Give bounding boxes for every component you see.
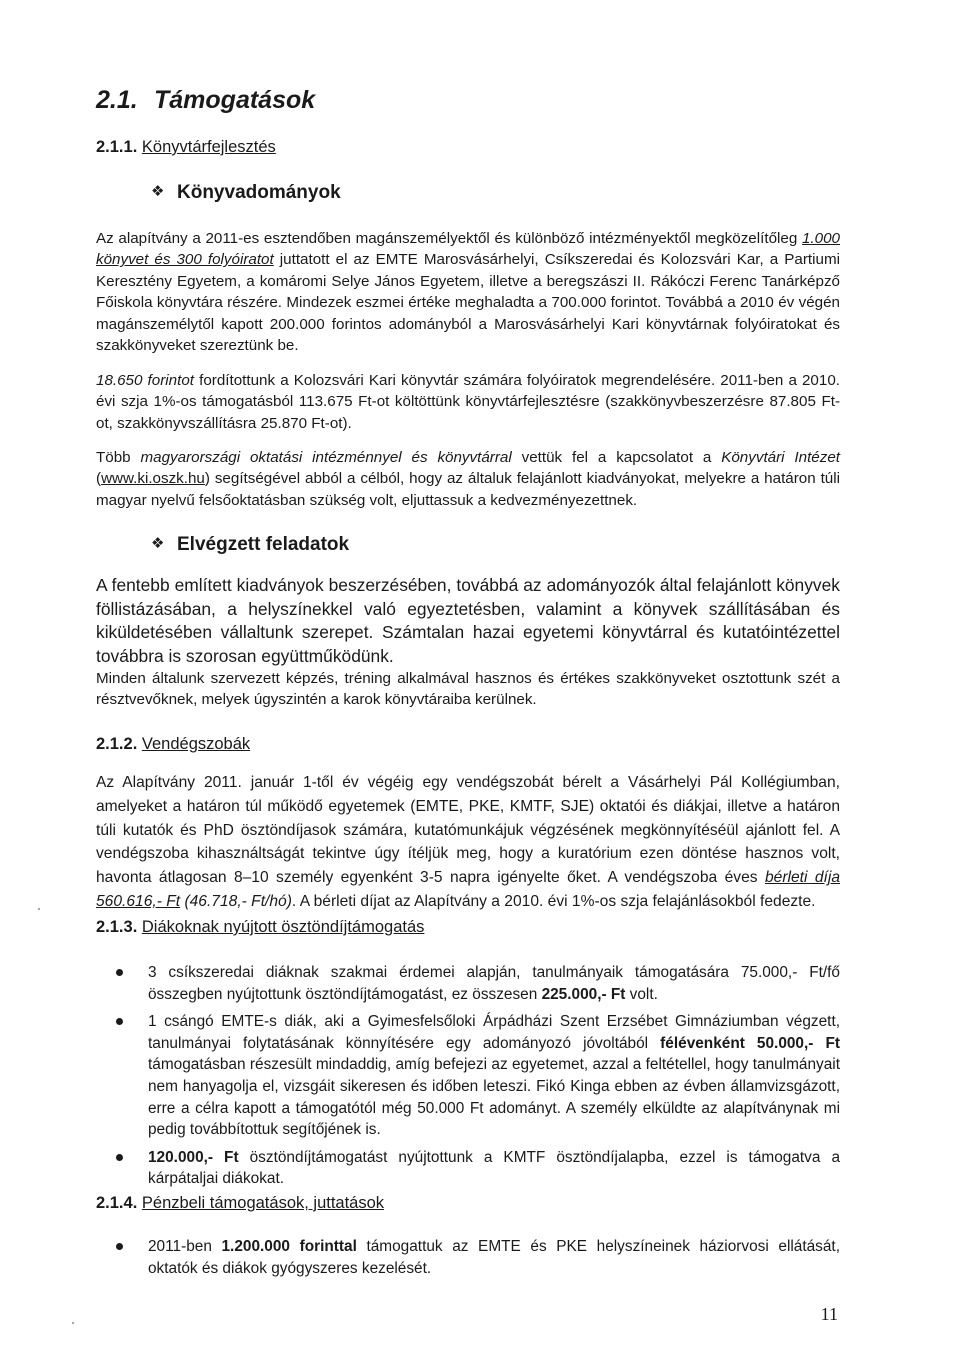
section-title: Diákoknak nyújtott ösztöndíjtámogatás	[141, 918, 425, 936]
main-heading-title: Támogatások	[154, 86, 316, 114]
scan-speck	[38, 908, 40, 910]
text-run-underlined: bérleti díja 560.616,- Ft	[96, 869, 840, 910]
section-title: Vendégszobák	[141, 735, 251, 753]
text-run-italic: (46.718,- Ft/hó)	[184, 892, 292, 910]
paragraph-periodicals	[96, 370, 840, 434]
subsection-title: Elvégzett feladatok	[177, 534, 350, 555]
text-run: Az alapítvány a 2011-es esztendőben magánszemélyektől és különböző intézményektől megközelítőleg	[96, 230, 802, 247]
text-run: Az Alapítvány 2011. január 1-től év végéig egy vendégszobát bérelt a Vásárhelyi Pál Kollégiumban, amelyeket a határon túl működő egyetemek (EMTE, PKE, KMTF, SJE) oktatói és diákjai, illetve a határon túli kutatók és PhD ösztöndíjasok számára, kutatómunkájuk végzésének megkönnyítéséül ajánlott fel. A vendégszoba kihasználtságát tekintve úgy ítéljük meg, hogy a kuratórium ezen döntése hasznos volt, havonta átlagosan 8–10 személy egyenként 3-5 napra igényelte őket. A vendégszoba éves	[96, 774, 840, 887]
list-item	[96, 962, 840, 1005]
text-run: ) segítségével abból a célból, hogy az általuk felajánlott kiadványokat, melyekre a határon túli magyar nyelvű felsőoktatásban szükség volt, eljuttassuk a kedvezményezettnek.	[96, 470, 840, 509]
text-run: ösztöndíjtámogatást nyújtottunk a KMTF ösztöndíjalapba, ezzel is támogatva a kárpátaljai diákokat.	[148, 1148, 841, 1188]
subsection-heading-elvegzett	[151, 534, 349, 556]
section-number: 2.1.1.	[96, 138, 138, 156]
paragraph-guestrooms	[96, 771, 840, 914]
text-run: (	[96, 470, 102, 488]
diamond-bullet-icon: ❖	[151, 183, 165, 200]
text-run-italic: magyarországi oktatási intézménnyel és könyvtárral	[140, 449, 512, 466]
page-number: 11	[820, 1304, 838, 1324]
section-heading-2-1-3	[96, 918, 424, 937]
website-link[interactable]: www.ki.oszk.hu	[101, 470, 205, 488]
text-run: támogattuk az EMTE és PKE helyszíneinek háziorvosi ellátását, oktatók és diákok gyógyszeres kezelését.	[148, 1238, 840, 1277]
main-heading-number: 2.1.	[96, 86, 138, 114]
text-run: 2011-ben	[148, 1238, 222, 1255]
bullet-dot-icon	[116, 1018, 123, 1025]
diamond-bullet-icon: ❖	[151, 535, 165, 552]
financial-support-list	[96, 1236, 840, 1285]
subsection-title: Könyvadományok	[177, 182, 341, 203]
text-run-underlined: 1.000 könyvet és 300 folyóiratot	[96, 230, 840, 269]
text-run-italic: 18.650 forintot	[96, 372, 194, 389]
paragraph-tasks: A fentebb említett kiadványok beszerzésében, továbbá az adományozók által felajánlott könyvek föllistázásában, a helyszínekkel való egyeztetésben, valamint a könyvek szállításában és kiküldetésében vállaltunk szerepet. Számtalan hazai egyetemi könyvtárral és kutatóintézettel továbbra is szorosan együttműködünk.	[96, 575, 840, 666]
scan-speck	[72, 1322, 74, 1324]
paragraph-contacts	[96, 447, 840, 511]
section-number: 2.1.2.	[96, 735, 138, 753]
section-heading-2-1-4	[96, 1194, 384, 1213]
text-run: támogatásban részesült mindaddig, amíg befejezi az egyetemet, azzal a feltétellel, hogy tanulmányait nem hanyagolja el, vizsgáit sikeresen és időben leteszi. Fikó Kinga ebben az évben államvizsgázott, erre a célra kapott a támogatótól még 50.000 Ft adományt. A személy elküldte az alapítványnak mi pedig továbbítottuk segítőjének is.	[148, 1056, 840, 1139]
list-item	[96, 1147, 840, 1190]
paragraph-trainings: Minden általunk szervezett képzés, tréning alkalmával hasznos és értékes szakkönyveket osztottunk szét a résztvevőknek, melyek úgyszintén a karok könyvtáraiba kerülnek.	[96, 670, 840, 709]
bullet-dot-icon	[116, 1154, 123, 1161]
list-item	[96, 1236, 840, 1279]
scholarship-list	[96, 962, 840, 1196]
section-title: Pénzbeli támogatások, juttatások	[141, 1194, 385, 1212]
text-run: . A bérleti díjat az Alapítvány a 2010. évi 1%-os szja felajánlásokból fedezte.	[291, 892, 816, 910]
list-item	[96, 1011, 840, 1141]
main-heading	[96, 86, 315, 115]
text-run-italic: Könyvtári Intézet	[721, 449, 841, 466]
section-heading-2-1-2	[96, 735, 250, 754]
text-run-bold: félévenként 50.000,- Ft	[660, 1034, 840, 1052]
paragraph-donations	[96, 228, 840, 356]
section-number: 2.1.4.	[96, 1194, 138, 1212]
bullet-dot-icon	[116, 969, 123, 976]
text-run-bold: 120.000,- Ft	[148, 1148, 239, 1166]
text-run: juttatott el az EMTE Marosvásárhelyi, Csíkszeredai és Kolozsvári Kar, a Partiumi Keresztény Egyetem, a komáromi Selye János Egyetem, illetve a beregszászi II. Rákóczi Ferenc Tanárképző Főiskola könyvtára részére. Mindezek eszmei értéke meghaladta a 700.000 forintot. Továbbá a 2010 év végén magánszemélytől kapott 200.000 forintos adományból a Marosvásárhelyi Kari könyvtárnak folyóiratokat és szakkönyveket szereztünk be.	[96, 251, 840, 355]
section-number: 2.1.3.	[96, 918, 138, 936]
section-heading-2-1-1	[96, 138, 276, 157]
text-run: 1 csángó EMTE-s diák, aki a Gyimesfelsőloki Árpádházi Szent Erzsébet Gimnáziumban végzett, tanulmányai folytatásának könnyítésére egy adományozó jóvoltából	[148, 1013, 840, 1052]
section-title: Könyvtárfejlesztés	[141, 138, 276, 156]
text-run: 3 csíkszeredai diáknak szakmai érdemei alapján, tanulmányaik támogatására 75.000,- Ft/fő összegben nyújtottunk ösztöndíjtámogatást, ez összesen	[148, 964, 840, 1003]
subsection-heading-konyvadomanyok	[151, 182, 341, 204]
text-run-bold: 1.200.000 forinttal	[221, 1238, 357, 1255]
bullet-dot-icon	[116, 1243, 123, 1250]
text-run-bold: 225.000,- Ft	[541, 985, 626, 1003]
text-run: fordítottunk a Kolozsvári Kari könyvtár számára folyóiratok megrendelésére. 2011-ben a 2010. évi szja 1%-os támogatásból 113.675 Ft-ot költöttünk könyvtárfejlesztésre (szakkönyvbeszerzésre 87.805 Ft-ot, szakkönyvszállításra 25.870 Ft-ot).	[96, 372, 840, 432]
text-run: Több	[96, 449, 141, 466]
text-run: volt.	[625, 985, 658, 1003]
text-run: vettük fel a kapcsolatot a	[511, 449, 722, 466]
